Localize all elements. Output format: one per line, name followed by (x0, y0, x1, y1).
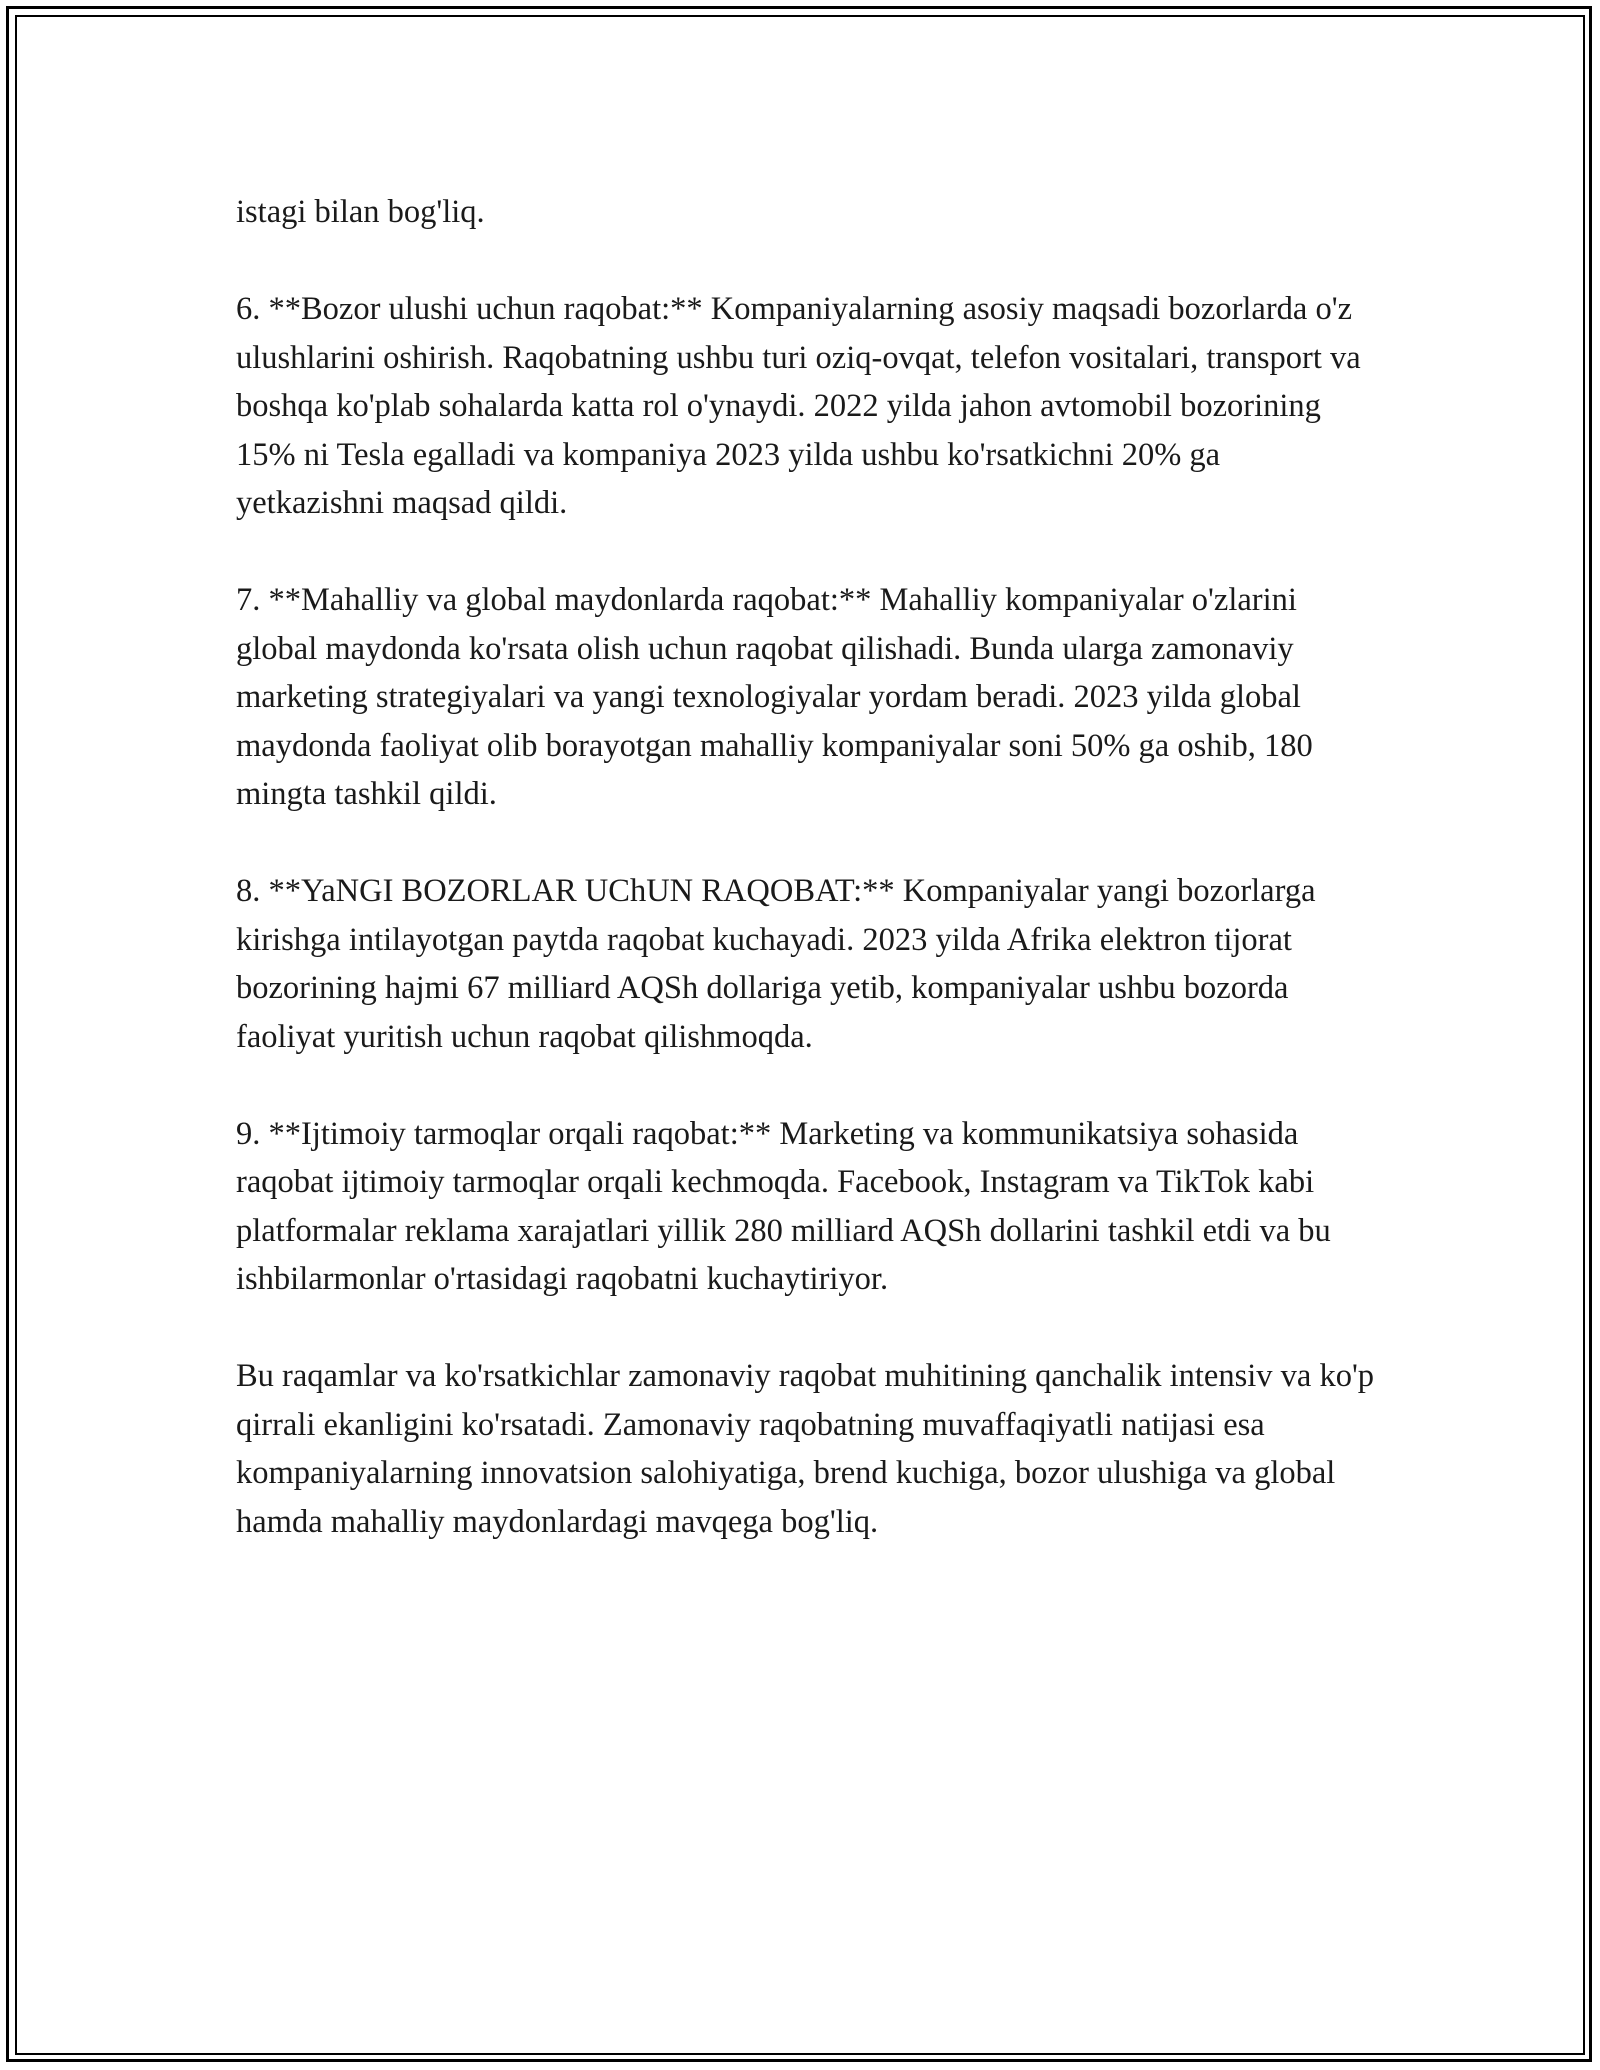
paragraph-item-9: 9. **Ijtimoiy tarmoqlar orqali raqobat:** Marketing va kommunikatsiya sohasida raqobat ijtimoiy tarmoqlar orqali kechmoqda. Facebook, Instagram va TikTok kabi platformalar reklama xarajatlari yillik 280 milliard AQSh dollarini tashkil etdi va bu ishbilarmonlar o'rtasidagi raqobatni kuchaytiriyor. (236, 1115, 1331, 1297)
paragraph-item-6: 6. **Bozor ulushi uchun raqobat:** Kompaniyalarning asosiy maqsadi bozorlarda o'z ulushlarini oshirish. Raqobatning ushbu turi oziq-ovqat, telefon vositalari, transport va boshqa ko'plab sohalarda katta rol o'ynaydi. 2022 yilda jahon avtomobil bozorining 15% ni Tesla egalladi va kompaniya 2023 yilda ushbu ko'rsatkichni 20% ga yetkazishni maqsad qildi. (236, 291, 1361, 521)
document-body (236, 188, 1376, 1595)
paragraph-intro-continuation: istagi bilan bog'liq. (236, 194, 485, 230)
paragraph-conclusion: Bu raqamlar va ko'rsatkichlar zamonaviy raqobat muhitining qanchalik intensiv va ko'p qirrali ekanligini ko'rsatadi. Zamonaviy raqobatning muvaffaqiyatli natijasi esa kompaniyalarning innovatsion salohiyatiga, brend kuchiga, bozor ulushiga va global hamda mahalliy maydonlardagi mavqega bog'liq. (236, 1358, 1375, 1540)
paragraph-item-8: 8. **YaNGI BOZORLAR UChUN RAQOBAT:** Kompaniyalar yangi bozorlarga kirishga intilayotgan paytda raqobat kuchayadi. 2023 yilda Afrika elektron tijorat bozorining hajmi 67 milliard AQSh dollariga yetib, kompaniyalar ushbu bozorda faoliyat yuritish uchun raqobat qilishmoqda. (236, 873, 1316, 1055)
paragraph-item-7: 7. **Mahalliy va global maydonlarda raqobat:** Mahalliy kompaniyalar o'zlarini global maydonda ko'rsata olish uchun raqobat qilishadi. Bunda ularga zamonaviy marketing strategiyalari va yangi texnologiyalar yordam beradi. 2023 yilda global maydonda faoliyat olib borayotgan mahalliy kompaniyalar soni 50% ga oshib, 180 mingta tashkil qildi. (236, 582, 1313, 812)
